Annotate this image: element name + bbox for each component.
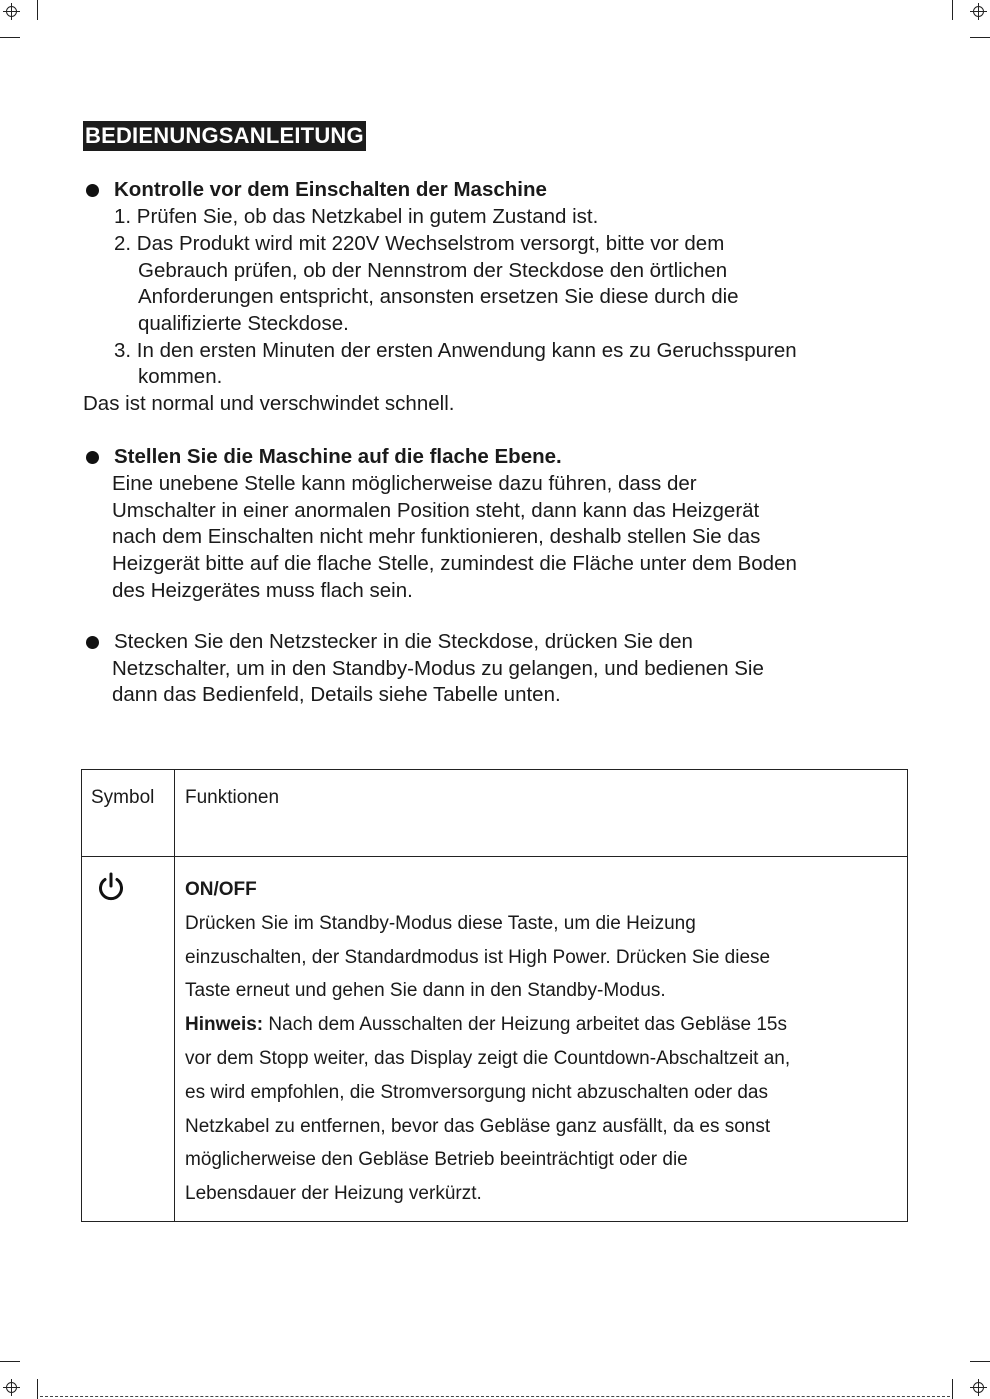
page-title: BEDIENUNGSANLEITUNG <box>83 121 366 151</box>
section1-item: 1. Prüfen Sie, ob das Netzkabel in gutem Zustand ist. <box>114 205 599 228</box>
section1-item: qualifizierte Steckdose. <box>138 312 349 335</box>
section2-line: Eine unebene Stelle kann möglicherweise dazu führen, dass der <box>112 472 697 495</box>
section2-line: des Heizgerätes muss flach sein. <box>112 579 413 602</box>
table-header-cell <box>175 770 908 857</box>
column-header-functions: Funktionen <box>185 787 280 808</box>
hint-line <box>185 1008 897 1042</box>
hint-line: Lebensdauer der Heizung verkürzt. <box>185 1183 482 1205</box>
function-line: einzuschalten, der Standardmodus ist High Power. Drücken Sie diese <box>185 946 771 968</box>
column-header-symbol: Symbol <box>91 787 155 808</box>
section3-line: Stecken Sie den Netzstecker in die Steckdose, drücken Sie den <box>114 630 693 653</box>
section3-line: Netzschalter, um in den Standby-Modus zu gelangen, und bedienen Sie <box>112 657 764 680</box>
registration-mark-icon <box>3 1379 20 1396</box>
function-line: Drücken Sie im Standby-Modus diese Taste, um die Heizung <box>185 912 696 934</box>
section1-title: Kontrolle vor dem Einschalten der Maschine <box>114 178 547 201</box>
section2-line: Umschalter in einer anormalen Position steht, dann kann das Heizgerät <box>112 499 760 522</box>
section1-item: Anforderungen entspricht, ansonsten ersetzen Sie diese durch die <box>138 285 739 308</box>
hint-line: vor dem Stopp weiter, das Display zeigt die Countdown-Abschaltzeit an, <box>185 1047 791 1069</box>
bullet-icon <box>86 184 99 197</box>
hint-line: es wird empfohlen, die Stromversorgung nicht abzuschalten oder das <box>185 1081 768 1103</box>
function-line: Taste erneut und gehen Sie dann in den Standby-Modus. <box>185 980 666 1002</box>
section2-line: nach dem Einschalten nicht mehr funktionieren, deshalb stellen Sie das <box>112 525 761 548</box>
section1-item: 2. Das Produkt wird mit 220V Wechselstrom versorgt, bitte vor dem <box>114 232 725 255</box>
section3-line: dann das Bedienfeld, Details siehe Tabelle unten. <box>112 683 561 706</box>
function-cell <box>175 857 908 1222</box>
section1-item: Gebrauch prüfen, ob der Nennstrom der Steckdose den örtlichen <box>138 259 728 282</box>
power-icon <box>96 871 126 903</box>
registration-mark-icon <box>3 3 20 20</box>
section2-line: Heizgerät bitte auf die flache Stelle, zumindest die Fläche unter dem Boden <box>112 552 797 575</box>
bullet-icon <box>86 451 99 464</box>
registration-mark-icon <box>970 3 987 20</box>
function-title: ON/OFF <box>185 879 257 900</box>
section2-title: Stellen Sie die Maschine auf die flache Ebene. <box>114 445 562 468</box>
section1-note: Das ist normal und verschwindet schnell. <box>83 392 455 415</box>
bottom-dashed-rule <box>40 1396 950 1397</box>
hint-text: Nach dem Ausschalten der Heizung arbeitet das Gebläse 15s <box>263 1014 787 1036</box>
hint-label: Hinweis: <box>185 1014 264 1036</box>
table-row <box>82 857 908 1222</box>
function-table <box>81 769 908 1222</box>
hint-line: Netzkabel zu entfernen, bevor das Gebläse ganz ausfällt, da es sonst <box>185 1115 771 1137</box>
registration-mark-icon <box>970 1379 987 1396</box>
hint-line: möglicherweise den Gebläse Betrieb beeinträchtigt oder die <box>185 1149 688 1171</box>
section1-item: 3. In den ersten Minuten der ersten Anwendung kann es zu Geruchsspuren <box>114 339 797 362</box>
bullet-icon <box>86 636 99 649</box>
section1-item: kommen. <box>138 365 223 388</box>
table-header-row <box>82 770 908 857</box>
table-header-cell <box>82 770 175 857</box>
symbol-cell <box>82 857 175 1222</box>
